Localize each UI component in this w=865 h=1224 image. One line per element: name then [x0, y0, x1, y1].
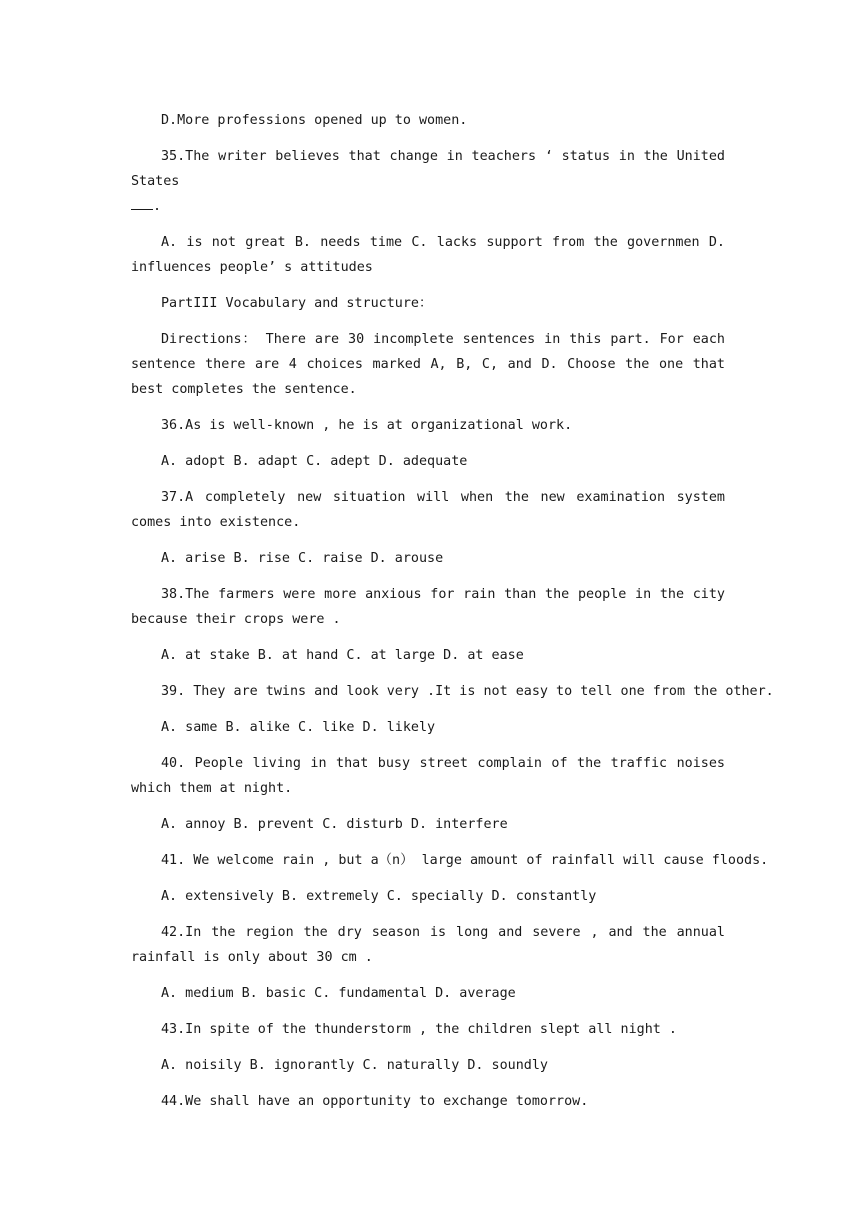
question-40: 40. People living in that busy street complain of the traffic noises which them at night. — [131, 756, 725, 796]
question-38-options: A. at stake B. at hand C. at large D. at ease — [161, 648, 524, 663]
question-35 — [131, 144, 725, 194]
question-38: 38.The farmers were more anxious for rain than the people in the city because their crops were . — [131, 587, 725, 627]
question-43: 43.In spite of the thunderstorm , the children slept all night . — [161, 1022, 677, 1037]
directions-text: Directions： There are 30 incomplete sentences in this part. For each sentence there are 4 choices marked A, B, C, and D. Choose the one that best completes the sentence. — [131, 332, 725, 397]
question-41-options: A. extensively B. extremely C. specially D. constantly — [161, 889, 597, 904]
paragraph-d-option: D.More professions opened up to women. — [161, 113, 468, 128]
question-44: 44.We shall have an opportunity to exchange tomorrow. — [161, 1094, 589, 1109]
question-35-blank-line — [131, 194, 725, 219]
question-42: 42.In the region the dry season is long and severe , and the annual rainfall is only about 30 cm . — [131, 925, 725, 965]
question-43-options: A. noisily B. ignorantly C. naturally D. soundly — [161, 1058, 548, 1073]
question-39: 39. They are twins and look very .It is not easy to tell one from the other. — [161, 684, 774, 699]
question-42-options: A. medium B. basic C. fundamental D. average — [161, 986, 516, 1001]
question-37: 37.A completely new situation will when the new examination system comes into existence. — [131, 490, 725, 530]
question-36: 36.As is well-known , he is at organizational work. — [161, 418, 573, 433]
document-page — [131, 108, 774, 1125]
question-40-options: A. annoy B. prevent C. disturb D. interfere — [161, 817, 508, 832]
question-35-options: A. is not great B. needs time C. lacks support from the governmen D. influences people’ s attitudes — [131, 235, 725, 275]
question-39-options: A. same B. alike C. like D. likely — [161, 720, 436, 735]
answer-blank — [131, 195, 153, 210]
section-heading-part3: PartIII Vocabulary and structure： — [161, 296, 433, 311]
question-35-text: 35.The writer believes that change in teachers ‘ status in the United States — [131, 149, 725, 189]
question-37-options: A. arise B. rise C. raise D. arouse — [161, 551, 444, 566]
question-35-tail: . — [153, 199, 162, 214]
question-36-options: A. adopt B. adapt C. adept D. adequate — [161, 454, 468, 469]
question-41: 41. We welcome rain , but a（n） large amount of rainfall will cause floods. — [161, 853, 769, 868]
